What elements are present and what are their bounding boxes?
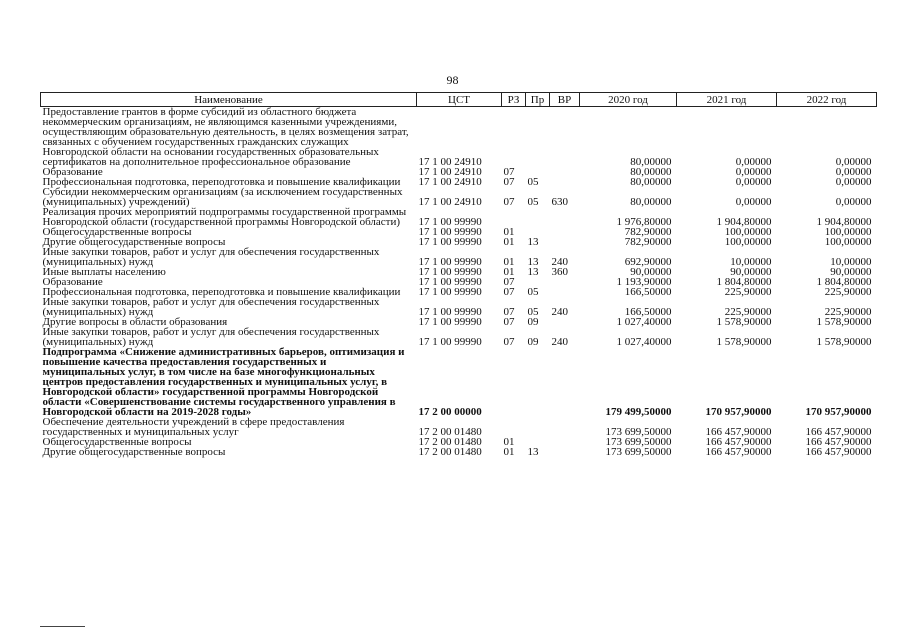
cell-name: Реализация прочих мероприятий подпрограммы государственной программы Новгородской области (государственной программы Новгородской области) (42, 206, 407, 228)
cell-rz: 01 (503, 256, 515, 268)
cell-vr (550, 417, 580, 437)
cell-2020: 782,90000 (624, 226, 672, 238)
column-header-pr: Пр (526, 93, 550, 107)
cell-2022: 0,00000 (835, 166, 872, 178)
cell-rz: 01 (503, 236, 515, 248)
cell-pr: 09 (527, 316, 539, 328)
cell-pr: 09 (527, 336, 539, 348)
cell-2020: 179 499,50000 (605, 406, 672, 418)
cell-rz: 01 (503, 446, 515, 458)
cell-rz: 07 (503, 286, 515, 298)
table-row (41, 187, 877, 207)
cell-2021: 0,00000 (735, 196, 772, 208)
cell-name: Предоставление грантов в форме субсидий из областного бюджета некоммерческим организациям, не являющимся казенными учреждениями, осуществляющим образовательную деятельность, в целях возмещения затрат, связанных с обучением государственных гражданских служащих Новгородской области на основании государственных образовательных сертификатов на дополнительное профессиональное образование (42, 106, 409, 168)
cell-rz (502, 207, 526, 227)
cell-2020: 692,90000 (624, 256, 672, 268)
budget-table (40, 92, 877, 457)
cell-name: Профессиональная подготовка, переподготовка и повышение квалификации (42, 286, 401, 298)
cell-rz: 07 (503, 336, 515, 348)
table-row (41, 207, 877, 227)
cell-2020: 173 699,50000 (605, 426, 672, 438)
cell-2020: 80,00000 (630, 166, 672, 178)
cell-name: Другие общегосударственные вопросы (42, 446, 226, 458)
cell-vr (550, 317, 580, 327)
cell-name: Обеспечение деятельности учреждений в сфере предоставления государственных и муниципальных услуг (42, 416, 345, 438)
cell-2022: 1 804,80000 (816, 276, 872, 288)
table-row (41, 347, 877, 417)
cell-name: Образование (42, 166, 103, 178)
cell-cst: 17 1 00 99990 (418, 236, 482, 248)
table-body (41, 107, 877, 458)
cell-2022: 170 957,90000 (805, 406, 872, 418)
cell-vr (550, 277, 580, 287)
table-row (41, 107, 877, 168)
cell-name: Иные закупки товаров, работ и услуг для обеспечения государственных (муниципальных) нужд (42, 326, 380, 348)
cell-2020: 80,00000 (630, 156, 672, 168)
cell-2021: 90,00000 (730, 266, 772, 278)
cell-cst: 17 1 00 99990 (418, 306, 482, 318)
cell-name: Профессиональная подготовка, переподготовка и повышение квалификации (42, 176, 401, 188)
cell-pr: 13 (527, 236, 539, 248)
cell-rz: 07 (503, 166, 515, 178)
cell-pr: 13 (527, 266, 539, 278)
cell-2021: 0,00000 (735, 176, 772, 188)
cell-2020: 80,00000 (630, 176, 672, 188)
cell-rz: 01 (503, 226, 515, 238)
column-header-cst: ЦСТ (417, 93, 502, 107)
cell-2020: 1 193,90000 (616, 276, 672, 288)
table-row (41, 327, 877, 347)
cell-2020: 782,90000 (624, 236, 672, 248)
column-header-2022: 2022 год (777, 93, 877, 107)
cell-2021: 1 578,90000 (716, 316, 772, 328)
cell-rz (502, 347, 526, 417)
cell-2022: 10,00000 (830, 256, 872, 268)
cell-rz (502, 417, 526, 437)
cell-2020: 166,50000 (624, 306, 672, 318)
cell-cst: 17 1 00 99990 (418, 256, 482, 268)
cell-2021: 225,90000 (724, 306, 772, 318)
cell-2022: 225,90000 (824, 306, 872, 318)
cell-2020: 1 976,80000 (616, 216, 672, 228)
footnote-rule (40, 626, 85, 627)
cell-cst: 17 1 00 99990 (418, 316, 482, 328)
cell-cst: 17 2 00 01480 (418, 436, 482, 448)
cell-name: Иные выплаты населению (42, 266, 166, 278)
cell-cst: 17 2 00 00000 (418, 406, 482, 418)
cell-2022: 90,00000 (830, 266, 872, 278)
cell-2022: 1 578,90000 (816, 316, 872, 328)
cell-2022: 0,00000 (835, 196, 872, 208)
cell-vr (550, 227, 580, 237)
cell-rz (502, 107, 526, 168)
cell-pr: 13 (527, 446, 539, 458)
cell-pr (526, 417, 550, 437)
table-row (41, 417, 877, 437)
cell-rz: 01 (503, 266, 515, 278)
page-number: 98 (446, 73, 459, 87)
cell-name: Другие общегосударственные вопросы (42, 236, 226, 248)
cell-cst: 17 1 00 24910 (418, 196, 482, 208)
cell-name: Подпрограмма «Снижение административных барьеров, оптимизация и повышение качества предоставления государственных и муниципальных услуг, в том числе на базе многофункциональных центров предоставления государственных и муниципальных услуг, в Новгородской области» государственной программы Новгородской области «Совершенствование системы государственного управления в Новгородской области на 2019-2028 годы» (42, 346, 405, 418)
cell-2021: 100,00000 (724, 226, 772, 238)
cell-rz: 01 (503, 436, 515, 448)
cell-rz: 07 (503, 316, 515, 328)
table-row (41, 447, 877, 457)
cell-2022: 1 578,90000 (816, 336, 872, 348)
cell-vr (550, 177, 580, 187)
cell-2022: 1 904,80000 (816, 216, 872, 228)
cell-2020: 1 027,40000 (616, 336, 672, 348)
cell-pr: 05 (527, 196, 539, 208)
cell-2020: 166,50000 (624, 286, 672, 298)
cell-vr (550, 287, 580, 297)
cell-2022: 166 457,90000 (805, 426, 872, 438)
cell-rz: 07 (503, 196, 515, 208)
cell-vr (550, 347, 580, 417)
cell-2021: 225,90000 (724, 286, 772, 298)
cell-name: Другие вопросы в области образования (42, 316, 228, 328)
cell-vr: 360 (551, 266, 568, 278)
cell-vr (550, 167, 580, 177)
cell-vr: 630 (551, 196, 568, 208)
cell-2020: 173 699,50000 (605, 446, 672, 458)
cell-pr: 05 (527, 306, 539, 318)
cell-rz: 07 (503, 176, 515, 188)
cell-2021: 166 457,90000 (705, 446, 772, 458)
cell-cst: 17 1 00 99990 (418, 226, 482, 238)
cell-pr (526, 207, 550, 227)
cell-rz: 07 (503, 276, 515, 288)
cell-cst: 17 1 00 99990 (418, 266, 482, 278)
table-row (41, 247, 877, 267)
cell-cst: 17 2 00 01480 (418, 426, 482, 438)
cell-cst: 17 1 00 99990 (418, 276, 482, 288)
cell-2021: 170 957,90000 (705, 406, 772, 418)
cell-name: Общегосударственные вопросы (42, 226, 192, 238)
cell-cst: 17 1 00 24910 (418, 176, 482, 188)
cell-2021: 0,00000 (735, 166, 772, 178)
cell-pr: 05 (527, 176, 539, 188)
cell-2020: 1 027,40000 (616, 316, 672, 328)
cell-vr: 240 (551, 256, 568, 268)
cell-vr (550, 437, 580, 447)
cell-2022: 166 457,90000 (805, 436, 872, 448)
cell-2021: 166 457,90000 (705, 426, 772, 438)
cell-2022: 225,90000 (824, 286, 872, 298)
cell-name: Иные закупки товаров, работ и услуг для обеспечения государственных (муниципальных) нужд (42, 246, 380, 268)
cell-cst: 17 1 00 99990 (418, 286, 482, 298)
column-header-rz: РЗ (502, 93, 526, 107)
cell-vr (550, 237, 580, 247)
cell-2022: 0,00000 (835, 156, 872, 168)
cell-name: Иные закупки товаров, работ и услуг для обеспечения государственных (муниципальных) нужд (42, 296, 380, 318)
cell-vr: 240 (551, 336, 568, 348)
cell-2021: 100,00000 (724, 236, 772, 248)
cell-cst: 17 1 00 99990 (418, 336, 482, 348)
cell-rz: 07 (503, 306, 515, 318)
cell-2022: 100,00000 (824, 226, 872, 238)
cell-2021: 1 578,90000 (716, 336, 772, 348)
cell-vr: 240 (551, 306, 568, 318)
cell-2022: 0,00000 (835, 176, 872, 188)
cell-cst: 17 1 00 24910 (418, 156, 482, 168)
cell-cst: 17 2 00 01480 (418, 446, 482, 458)
cell-2022: 100,00000 (824, 236, 872, 248)
table-row (41, 297, 877, 317)
cell-2021: 1 804,80000 (716, 276, 772, 288)
column-header-2021: 2021 год (677, 93, 777, 107)
cell-name: Образование (42, 276, 103, 288)
cell-pr: 13 (527, 256, 539, 268)
cell-2020: 173 699,50000 (605, 436, 672, 448)
cell-vr (550, 207, 580, 227)
column-header-2020: 2020 год (580, 93, 677, 107)
cell-vr (550, 107, 580, 168)
cell-2022: 166 457,90000 (805, 446, 872, 458)
column-header-name: Наименование (41, 93, 417, 107)
cell-cst: 17 1 00 99990 (418, 216, 482, 228)
cell-vr (550, 447, 580, 457)
cell-pr (526, 347, 550, 417)
cell-name: Субсидии некоммерческим организациям (за исключением государственных (муниципальных) учреждений) (42, 186, 403, 208)
cell-name: Общегосударственные вопросы (42, 436, 192, 448)
cell-2021: 0,00000 (735, 156, 772, 168)
table-header (41, 93, 877, 107)
cell-2021: 1 904,80000 (716, 216, 772, 228)
cell-2021: 10,00000 (730, 256, 772, 268)
cell-cst: 17 1 00 24910 (418, 166, 482, 178)
cell-pr (526, 107, 550, 168)
cell-pr: 05 (527, 286, 539, 298)
column-header-vr: ВР (550, 93, 580, 107)
cell-2020: 80,00000 (630, 196, 672, 208)
cell-2021: 166 457,90000 (705, 436, 772, 448)
cell-2020: 90,00000 (630, 266, 672, 278)
